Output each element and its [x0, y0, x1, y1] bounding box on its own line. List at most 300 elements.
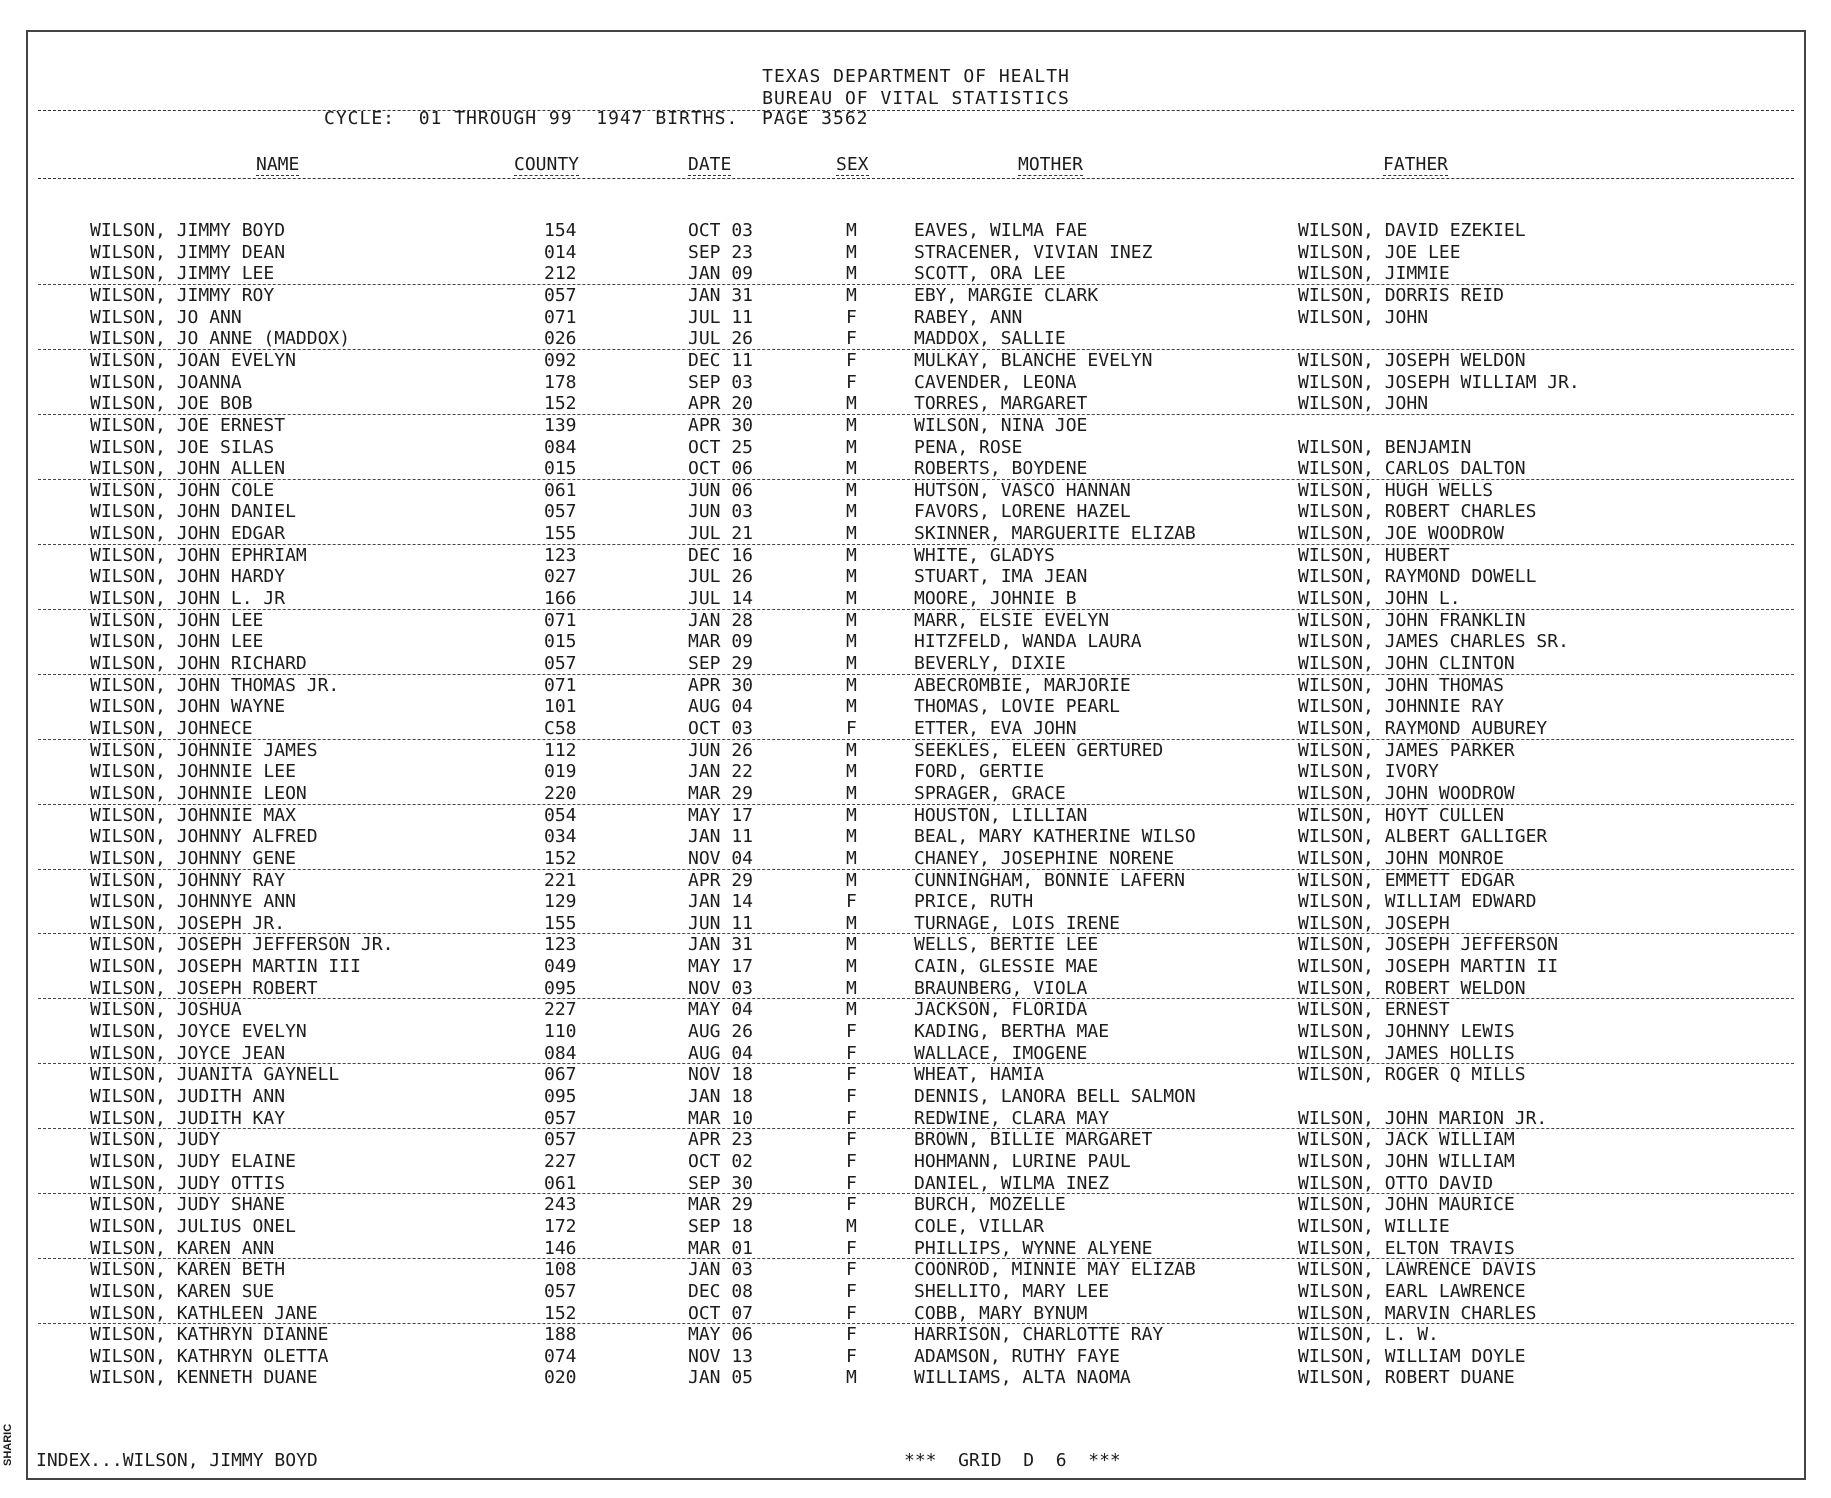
- table-row: [28, 675, 1804, 697]
- cell-date: MAR 29: [688, 782, 754, 804]
- cell-father: WILSON, EARL LAWRENCE: [1298, 1280, 1526, 1302]
- cell-county: 178: [544, 371, 577, 393]
- cell-date: MAR 09: [688, 631, 754, 653]
- cell-date: JAN 28: [688, 609, 754, 631]
- cell-father: WILSON, JAMES HOLLIS: [1298, 1042, 1515, 1064]
- cell-father: WILSON, ERNEST: [1298, 999, 1450, 1021]
- cell-father: WILSON, RAYMOND AUBUREY: [1298, 717, 1548, 739]
- table-row: [28, 653, 1804, 675]
- cell-name: WILSON, JOHN LEE: [90, 631, 264, 653]
- cell-name: WILSON, JOSEPH MARTIN III: [90, 956, 361, 978]
- column-header-mother: MOTHER: [1018, 154, 1084, 175]
- cell-name: WILSON, JOHN DANIEL: [90, 501, 296, 523]
- cell-sex: M: [846, 977, 857, 999]
- table-row: [28, 740, 1804, 762]
- cell-mother: WHEAT, HAMIA: [914, 1064, 1045, 1086]
- cell-mother: SKINNER, MARGUERITE ELIZAB: [914, 523, 1196, 545]
- table-row: [28, 1151, 1804, 1173]
- cell-county: 057: [544, 1107, 577, 1129]
- cell-county: 212: [544, 263, 577, 285]
- cell-name: WILSON, JOHNECE: [90, 717, 253, 739]
- cell-county: 071: [544, 306, 577, 328]
- cell-county: 108: [544, 1259, 577, 1281]
- cell-sex: F: [846, 1107, 857, 1129]
- cell-sex: M: [846, 847, 857, 869]
- cell-mother: BROWN, BILLIE MARGARET: [914, 1129, 1153, 1151]
- cell-father: WILSON, JAMES PARKER: [1298, 739, 1515, 761]
- table-row: [28, 393, 1804, 415]
- cell-father: WILSON, LAWRENCE DAVIS: [1298, 1259, 1537, 1281]
- cell-sex: M: [846, 414, 857, 436]
- cell-date: AUG 04: [688, 696, 754, 718]
- cell-sex: M: [846, 588, 857, 610]
- table-row: [28, 783, 1804, 805]
- cell-county: 057: [544, 653, 577, 674]
- cell-father: WILSON, MARVIN CHARLES: [1298, 1302, 1537, 1324]
- table-row: [28, 1346, 1804, 1368]
- cell-county: 172: [544, 1215, 577, 1237]
- cell-name: WILSON, JOHN RICHARD: [90, 653, 307, 674]
- cell-father: WILSON, RAYMOND DOWELL: [1298, 566, 1537, 588]
- cell-father: WILSON, JOHN MAURICE: [1298, 1194, 1515, 1216]
- cell-mother: SHELLITO, MARY LEE: [914, 1280, 1110, 1302]
- cell-father: WILSON, EMMETT EDGAR: [1298, 869, 1515, 891]
- cell-father: WILSON, JOSEPH JEFFERSON: [1298, 934, 1559, 956]
- cell-sex: F: [846, 1237, 857, 1259]
- cell-father: WILSON, WILLIAM DOYLE: [1298, 1345, 1526, 1367]
- cell-date: AUG 26: [688, 1021, 754, 1043]
- cell-sex: M: [846, 804, 857, 826]
- cell-father: WILSON, HOYT CULLEN: [1298, 804, 1504, 826]
- cell-sex: M: [846, 241, 857, 263]
- cell-name: WILSON, KENNETH DUANE: [90, 1367, 318, 1389]
- cell-sex: M: [846, 284, 857, 306]
- cell-mother: MADDOX, SALLIE: [914, 328, 1066, 350]
- cell-father: WILSON, HUBERT: [1298, 544, 1450, 566]
- cell-mother: DENNIS, LANORA BELL SALMON: [914, 1086, 1196, 1107]
- cell-name: WILSON, JOYCE EVELYN: [90, 1021, 307, 1043]
- table-row: [28, 1086, 1804, 1108]
- cell-sex: M: [846, 999, 857, 1021]
- cell-name: WILSON, JUDY SHANE: [90, 1194, 286, 1216]
- cell-name: WILSON, JOHNNIE LEE: [90, 761, 296, 783]
- cell-mother: SCOTT, ORA LEE: [914, 263, 1066, 285]
- cell-father: WILSON, JOHN: [1298, 306, 1429, 328]
- cell-date: JAN 22: [688, 761, 754, 783]
- cell-date: AUG 04: [688, 1042, 754, 1064]
- table-row: [28, 1216, 1804, 1238]
- cell-sex: F: [846, 1150, 857, 1172]
- cell-sex: M: [846, 220, 857, 241]
- cell-father: WILSON, ROBERT DUANE: [1298, 1367, 1515, 1389]
- cell-mother: COLE, VILLAR: [914, 1215, 1045, 1237]
- cell-father: WILSON, ROGER Q MILLS: [1298, 1064, 1526, 1086]
- table-row: [28, 220, 1804, 242]
- cell-name: WILSON, JOHN EDGAR: [90, 523, 286, 545]
- column-header-sex: SEX: [836, 154, 869, 175]
- cell-name: WILSON, JOHN L. JR: [90, 588, 286, 610]
- table-row: [28, 718, 1804, 740]
- cell-sex: M: [846, 674, 857, 696]
- table-row: [28, 978, 1804, 1000]
- cell-mother: FORD, GERTIE: [914, 761, 1045, 783]
- cell-sex: M: [846, 479, 857, 501]
- table-row: [28, 631, 1804, 653]
- cell-mother: SPRAGER, GRACE: [914, 782, 1066, 804]
- cell-sex: F: [846, 891, 857, 913]
- cell-date: JAN 18: [688, 1086, 754, 1107]
- cell-father: WILSON, JACK WILLIAM: [1298, 1129, 1515, 1151]
- cell-name: WILSON, KATHLEEN JANE: [90, 1302, 318, 1324]
- cell-name: WILSON, JOANNA: [90, 371, 242, 393]
- cell-mother: ABECROMBIE, MARJORIE: [914, 674, 1131, 696]
- cell-mother: PHILLIPS, WYNNE ALYENE: [914, 1237, 1153, 1259]
- cell-sex: M: [846, 956, 857, 978]
- column-header-date: DATE: [688, 154, 732, 175]
- cell-date: JUL 14: [688, 588, 754, 610]
- cell-date: SEP 18: [688, 1215, 754, 1237]
- cell-county: 227: [544, 1150, 577, 1172]
- cell-name: WILSON, JUDY ELAINE: [90, 1150, 296, 1172]
- table-row: [28, 1303, 1804, 1325]
- cell-father: WILSON, JOHN L.: [1298, 588, 1461, 610]
- cell-mother: HARRISON, CHARLOTTE RAY: [914, 1324, 1164, 1346]
- cell-father: WILSON, WILLIAM EDWARD: [1298, 891, 1537, 913]
- cell-county: 123: [544, 544, 577, 566]
- table-row: [28, 913, 1804, 935]
- cell-sex: F: [846, 717, 857, 739]
- cell-county: 061: [544, 1172, 577, 1194]
- cell-county: 057: [544, 284, 577, 306]
- cell-date: APR 30: [688, 674, 754, 696]
- cell-mother: RABEY, ANN: [914, 306, 1023, 328]
- cell-county: 019: [544, 761, 577, 783]
- cell-father: WILSON, JOSEPH WELDON: [1298, 349, 1526, 371]
- cell-date: DEC 11: [688, 349, 754, 371]
- cell-date: DEC 08: [688, 1280, 754, 1302]
- cell-father: WILSON, JOHN MONROE: [1298, 847, 1504, 869]
- cell-father: WILSON, JIMMIE: [1298, 263, 1450, 285]
- cell-mother: EAVES, WILMA FAE: [914, 220, 1088, 241]
- table-row: [28, 870, 1804, 892]
- column-header-name: NAME: [256, 154, 300, 175]
- cell-name: WILSON, JOSHUA: [90, 999, 242, 1021]
- cell-mother: WELLS, BERTIE LEE: [914, 934, 1099, 956]
- cell-county: 112: [544, 739, 577, 761]
- cell-date: MAY 17: [688, 804, 754, 826]
- cell-name: WILSON, JO ANN: [90, 306, 242, 328]
- cell-county: 057: [544, 1129, 577, 1151]
- cell-name: WILSON, KAREN BETH: [90, 1259, 286, 1281]
- cell-name: WILSON, JULIUS ONEL: [90, 1215, 296, 1237]
- cell-mother: STRACENER, VIVIAN INEZ: [914, 241, 1153, 263]
- cell-sex: M: [846, 869, 857, 891]
- cell-name: WILSON, JOE BOB: [90, 393, 253, 415]
- cell-sex: M: [846, 609, 857, 631]
- cell-date: SEP 30: [688, 1172, 754, 1194]
- cell-father: WILSON, CARLOS DALTON: [1298, 458, 1526, 480]
- cell-mother: WALLACE, IMOGENE: [914, 1042, 1088, 1064]
- cell-county: 084: [544, 436, 577, 458]
- cell-sex: M: [846, 912, 857, 934]
- table-row: [28, 501, 1804, 523]
- cell-county: 095: [544, 977, 577, 999]
- cell-date: APR 29: [688, 869, 754, 891]
- cell-mother: REDWINE, CLARA MAY: [914, 1107, 1110, 1129]
- cell-sex: F: [846, 1194, 857, 1216]
- table-row: [28, 480, 1804, 502]
- cell-mother: WILSON, NINA JOE: [914, 414, 1088, 436]
- table-row: [28, 826, 1804, 848]
- cell-sex: F: [846, 306, 857, 328]
- cell-date: JAN 31: [688, 284, 754, 306]
- cell-father: WILSON, JOHNNIE RAY: [1298, 696, 1504, 718]
- cell-county: 015: [544, 458, 577, 480]
- cell-date: OCT 25: [688, 436, 754, 458]
- cell-county: 227: [544, 999, 577, 1021]
- cell-father: WILSON, JOHN THOMAS: [1298, 674, 1504, 696]
- cell-county: 129: [544, 891, 577, 913]
- cell-father: WILSON, DORRIS REID: [1298, 284, 1504, 306]
- cell-father: WILSON, DAVID EZEKIEL: [1298, 220, 1526, 241]
- cell-sex: F: [846, 1129, 857, 1151]
- cell-county: 166: [544, 588, 577, 610]
- cell-county: 220: [544, 782, 577, 804]
- cell-county: 155: [544, 912, 577, 934]
- cell-father: WILSON, JOHN WILLIAM: [1298, 1150, 1515, 1172]
- cell-county: 074: [544, 1345, 577, 1367]
- cell-father: WILSON, JOHN: [1298, 393, 1429, 415]
- cell-father: WILSON, HUGH WELLS: [1298, 479, 1494, 501]
- cell-date: MAR 10: [688, 1107, 754, 1129]
- cell-father: WILSON, BENJAMIN: [1298, 436, 1472, 458]
- cell-county: 152: [544, 393, 577, 415]
- cell-name: WILSON, JOHNNIE LEON: [90, 782, 307, 804]
- cell-name: WILSON, JOHN EPHRIAM: [90, 544, 307, 566]
- cell-name: WILSON, JUDITH ANN: [90, 1086, 286, 1107]
- table-row: [28, 761, 1804, 783]
- cell-mother: PRICE, RUTH: [914, 891, 1034, 913]
- cell-mother: HOHMANN, LURINE PAUL: [914, 1150, 1131, 1172]
- cell-county: 188: [544, 1324, 577, 1346]
- cell-mother: COBB, MARY BYNUM: [914, 1302, 1088, 1324]
- cell-name: WILSON, JOHNNIE JAMES: [90, 739, 318, 761]
- cell-name: WILSON, JOHN COLE: [90, 479, 275, 501]
- table-row: [28, 610, 1804, 632]
- agency-title: TEXAS DEPARTMENT OF HEALTH: [762, 66, 1070, 87]
- cell-father: WILSON, L. W.: [1298, 1324, 1439, 1346]
- cell-date: JUL 26: [688, 328, 754, 350]
- cell-name: WILSON, JIMMY LEE: [90, 263, 275, 285]
- cell-county: 139: [544, 414, 577, 436]
- cell-sex: F: [846, 1086, 857, 1107]
- cell-name: WILSON, KATHRYN OLETTA: [90, 1345, 329, 1367]
- table-row: [28, 307, 1804, 329]
- cell-mother: CHANEY, JOSEPHINE NORENE: [914, 847, 1175, 869]
- cell-sex: M: [846, 696, 857, 718]
- cell-father: WILSON, JOSEPH WILLIAM JR.: [1298, 371, 1580, 393]
- cell-county: 071: [544, 674, 577, 696]
- cell-father: WILSON, JOHNNY LEWIS: [1298, 1021, 1515, 1043]
- cell-mother: SEEKLES, ELEEN GERTURED: [914, 739, 1164, 761]
- table-row: [28, 415, 1804, 437]
- side-tag: SHARIC: [2, 1423, 14, 1466]
- cell-date: JUN 06: [688, 479, 754, 501]
- cell-date: NOV 04: [688, 847, 754, 869]
- cell-sex: M: [846, 1367, 857, 1389]
- cell-date: SEP 23: [688, 241, 754, 263]
- cell-sex: M: [846, 566, 857, 588]
- table-row: [28, 1129, 1804, 1151]
- cell-county: 101: [544, 696, 577, 718]
- cell-mother: BRAUNBERG, VIOLA: [914, 977, 1088, 999]
- cell-mother: DANIEL, WILMA INEZ: [914, 1172, 1110, 1194]
- cell-sex: M: [846, 263, 857, 285]
- cell-county: 049: [544, 956, 577, 978]
- table-row: [28, 285, 1804, 307]
- table-row: [28, 458, 1804, 480]
- cell-sex: M: [846, 501, 857, 523]
- cell-mother: CAIN, GLESSIE MAE: [914, 956, 1099, 978]
- cell-father: WILSON, WILLIE: [1298, 1215, 1450, 1237]
- cell-name: WILSON, JUDY: [90, 1129, 221, 1151]
- cell-county: 061: [544, 479, 577, 501]
- cell-father: WILSON, JOHN WOODROW: [1298, 782, 1515, 804]
- cell-sex: M: [846, 631, 857, 653]
- table-row: [28, 1021, 1804, 1043]
- cell-father: WILSON, JAMES CHARLES SR.: [1298, 631, 1569, 653]
- cell-mother: BURCH, MOZELLE: [914, 1194, 1066, 1216]
- cell-mother: JACKSON, FLORIDA: [914, 999, 1088, 1021]
- cell-date: JUL 26: [688, 566, 754, 588]
- cell-name: WILSON, JO ANNE (MADDOX): [90, 328, 351, 350]
- cell-sex: M: [846, 436, 857, 458]
- cell-county: 146: [544, 1237, 577, 1259]
- table-row: [28, 696, 1804, 718]
- cell-date: OCT 03: [688, 220, 754, 241]
- cell-county: 054: [544, 804, 577, 826]
- bureau-title: BUREAU OF VITAL STATISTICS: [762, 88, 1070, 109]
- cell-sex: M: [846, 739, 857, 761]
- cell-date: JAN 09: [688, 263, 754, 285]
- document-page: [26, 30, 1806, 1480]
- cell-date: JUL 21: [688, 523, 754, 545]
- cell-mother: PENA, ROSE: [914, 436, 1023, 458]
- cell-county: 067: [544, 1064, 577, 1086]
- cell-date: JAN 05: [688, 1367, 754, 1389]
- cycle-line: CYCLE: 01 THROUGH 99 1947 BIRTHS. PAGE 3562: [324, 108, 869, 129]
- cell-county: 123: [544, 934, 577, 956]
- cell-name: WILSON, JOSEPH ROBERT: [90, 977, 318, 999]
- cell-date: SEP 29: [688, 653, 754, 674]
- cell-name: WILSON, KATHRYN DIANNE: [90, 1324, 329, 1346]
- column-header-county: COUNTY: [514, 154, 580, 175]
- table-row: [28, 545, 1804, 567]
- cell-name: WILSON, JOE ERNEST: [90, 414, 286, 436]
- cell-father: WILSON, JOSEPH: [1298, 912, 1450, 934]
- cell-name: WILSON, JOHNNYE ANN: [90, 891, 296, 913]
- table-row: [28, 1367, 1804, 1389]
- cell-name: WILSON, JOHN HARDY: [90, 566, 286, 588]
- table-row: [28, 1064, 1804, 1086]
- cell-date: MAR 01: [688, 1237, 754, 1259]
- cell-name: WILSON, KAREN SUE: [90, 1280, 275, 1302]
- cell-sex: M: [846, 782, 857, 804]
- cell-sex: M: [846, 761, 857, 783]
- cell-sex: F: [846, 1172, 857, 1194]
- cell-name: WILSON, JOYCE JEAN: [90, 1042, 286, 1064]
- cell-county: 071: [544, 609, 577, 631]
- table-row: [28, 1281, 1804, 1303]
- cell-sex: F: [846, 1280, 857, 1302]
- grid-footer: *** GRID D 6 ***: [904, 1450, 1121, 1471]
- cell-mother: BEVERLY, DIXIE: [914, 653, 1066, 674]
- cell-date: DEC 16: [688, 544, 754, 566]
- cell-name: WILSON, JOSEPH JR.: [90, 912, 286, 934]
- column-header-father: FATHER: [1383, 154, 1449, 175]
- cell-mother: HUTSON, VASCO HANNAN: [914, 479, 1131, 501]
- column-header-rule: [38, 178, 1794, 179]
- table-row: [28, 523, 1804, 545]
- cell-name: WILSON, JOHN WAYNE: [90, 696, 286, 718]
- cell-date: MAY 06: [688, 1324, 754, 1346]
- cell-date: OCT 06: [688, 458, 754, 480]
- cell-sex: M: [846, 393, 857, 415]
- cell-name: WILSON, JIMMY DEAN: [90, 241, 286, 263]
- table-row: [28, 1259, 1804, 1281]
- table-row: [28, 437, 1804, 459]
- cell-county: 110: [544, 1021, 577, 1043]
- cell-county: 221: [544, 869, 577, 891]
- cell-date: JAN 11: [688, 826, 754, 848]
- cell-county: 027: [544, 566, 577, 588]
- cell-name: WILSON, JOHNNY GENE: [90, 847, 296, 869]
- cell-date: APR 20: [688, 393, 754, 415]
- cell-father: WILSON, IVORY: [1298, 761, 1439, 783]
- cell-date: JUN 26: [688, 739, 754, 761]
- cell-date: NOV 03: [688, 977, 754, 999]
- cell-sex: F: [846, 1021, 857, 1043]
- cell-date: MAY 04: [688, 999, 754, 1021]
- table-row: [28, 934, 1804, 956]
- cell-date: JAN 31: [688, 934, 754, 956]
- cell-date: NOV 18: [688, 1064, 754, 1086]
- cell-mother: MARR, ELSIE EVELYN: [914, 609, 1110, 631]
- cell-county: 014: [544, 241, 577, 263]
- cell-father: WILSON, JOE WOODROW: [1298, 523, 1504, 545]
- cell-mother: COONROD, MINNIE MAY ELIZAB: [914, 1259, 1196, 1281]
- cell-mother: WHITE, GLADYS: [914, 544, 1055, 566]
- cell-father: WILSON, JOE LEE: [1298, 241, 1461, 263]
- cell-sex: F: [846, 349, 857, 371]
- cell-date: APR 23: [688, 1129, 754, 1151]
- cell-name: WILSON, JOE SILAS: [90, 436, 275, 458]
- cell-mother: BEAL, MARY KATHERINE WILSO: [914, 826, 1196, 848]
- cell-mother: KADING, BERTHA MAE: [914, 1021, 1110, 1043]
- table-row: [28, 350, 1804, 372]
- cell-mother: ETTER, EVA JOHN: [914, 717, 1077, 739]
- table-row: [28, 1238, 1804, 1260]
- cell-father: WILSON, OTTO DAVID: [1298, 1172, 1494, 1194]
- cell-mother: STUART, IMA JEAN: [914, 566, 1088, 588]
- table-row: [28, 1043, 1804, 1065]
- cell-mother: ADAMSON, RUTHY FAYE: [914, 1345, 1120, 1367]
- cell-date: SEP 03: [688, 371, 754, 393]
- table-row: [28, 1324, 1804, 1346]
- cell-name: WILSON, JIMMY ROY: [90, 284, 275, 306]
- cell-father: WILSON, JOHN MARION JR.: [1298, 1107, 1548, 1129]
- cell-county: 034: [544, 826, 577, 848]
